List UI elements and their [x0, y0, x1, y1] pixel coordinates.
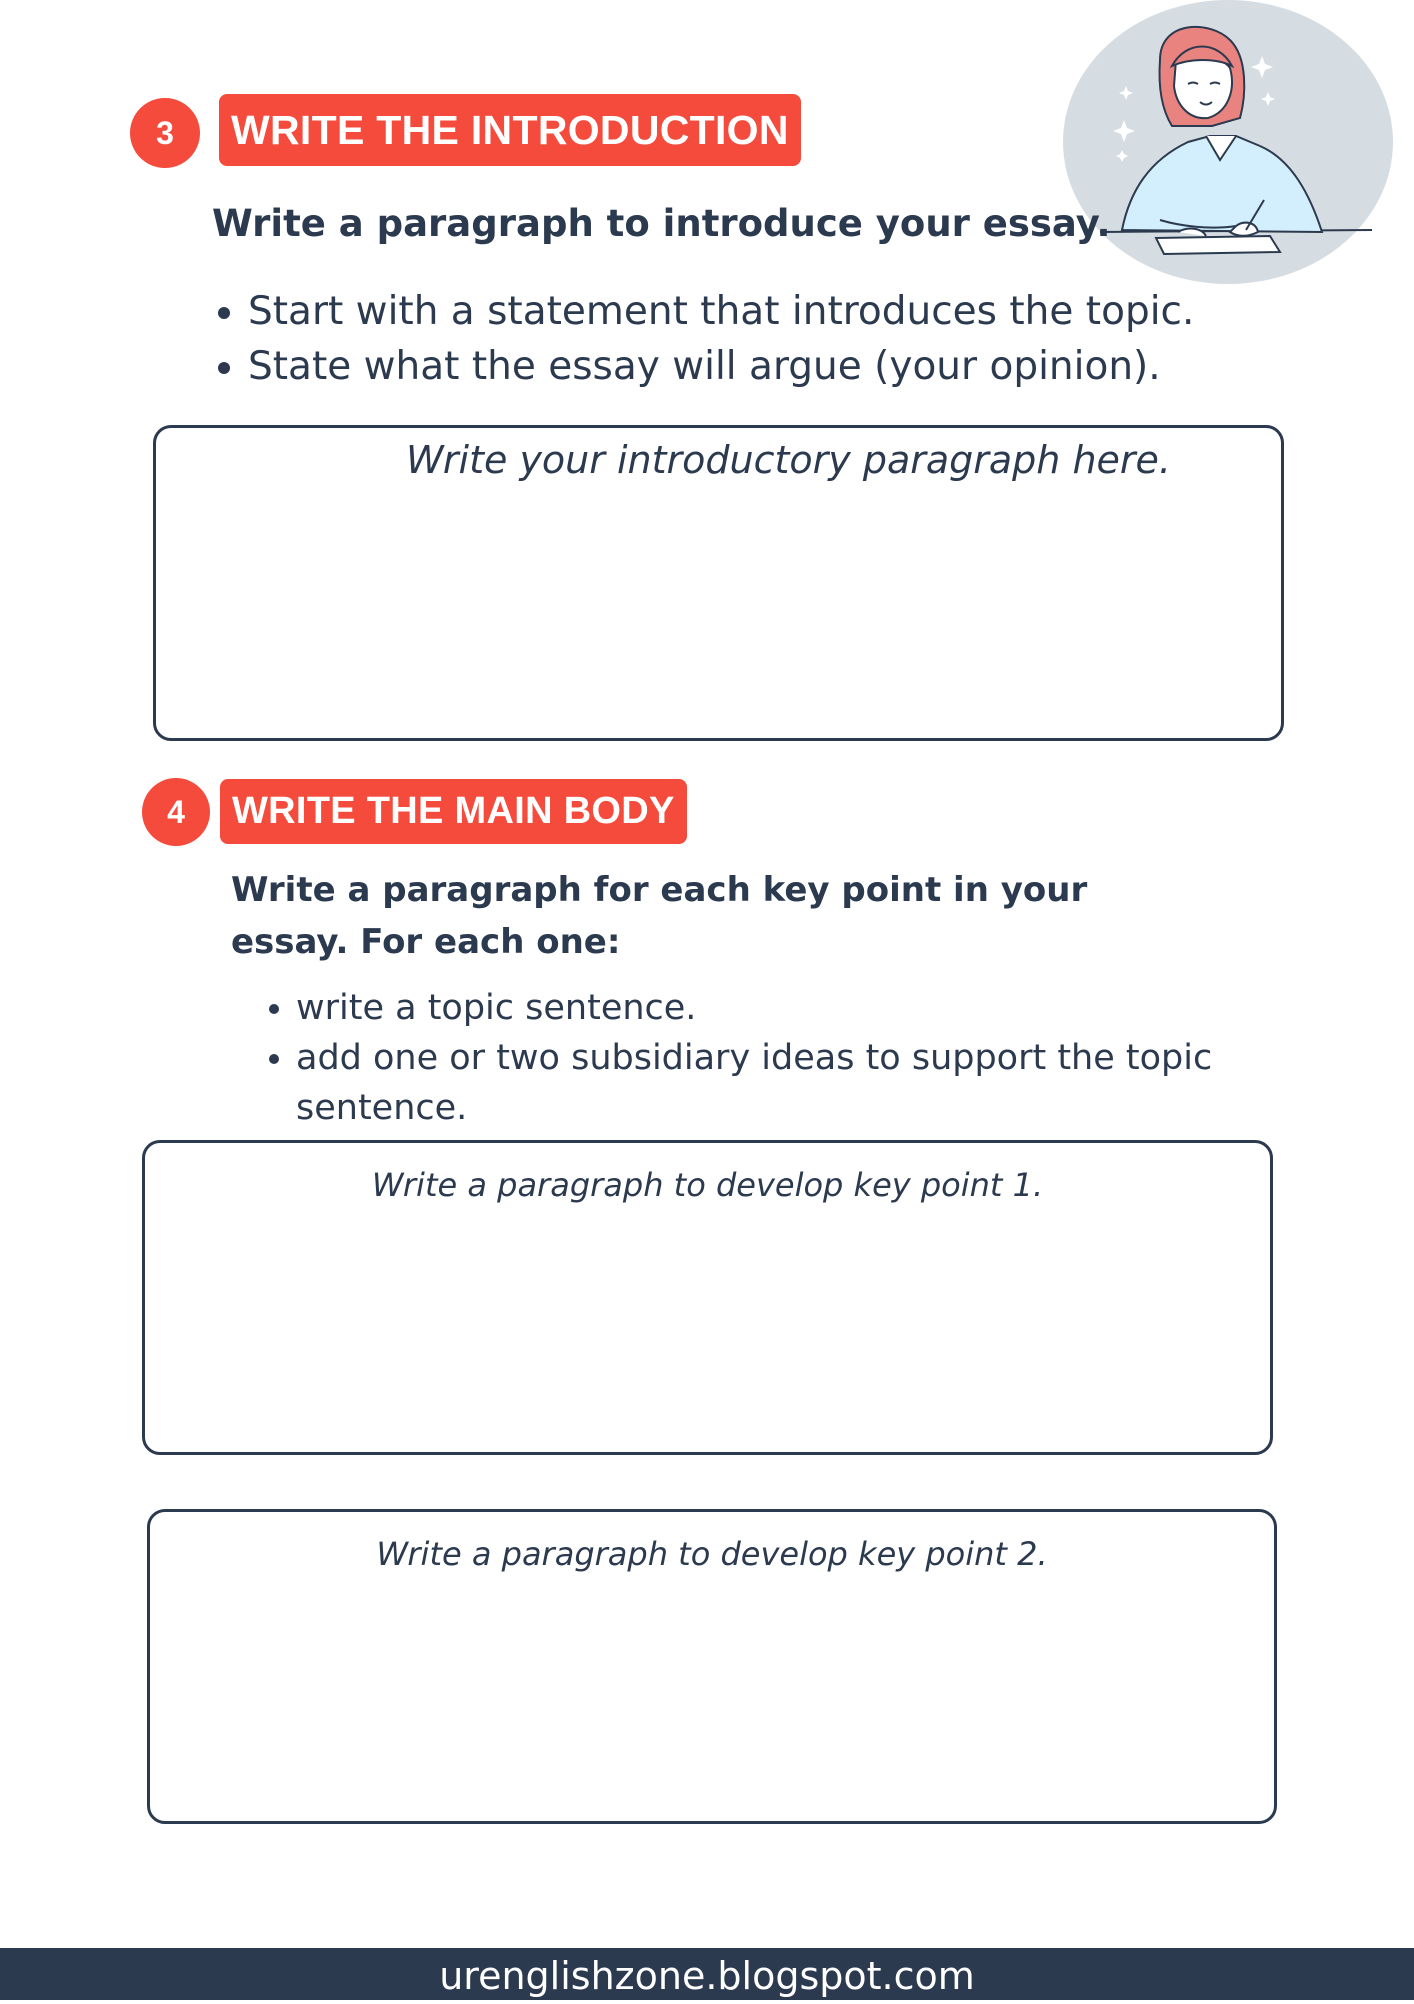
introduction-bullet: • Start with a statement that introduces the topic.: [248, 284, 1194, 339]
step-number-3: 3: [130, 98, 200, 168]
introduction-bullet: • State what the essay will argue (your opinion).: [248, 339, 1194, 394]
section-title-introduction: WRITE THE INTRODUCTION: [219, 94, 801, 166]
key-point-2-box-hint: Write a paragraph to develop key point 2.: [376, 1535, 1048, 1573]
footer-url-link[interactable]: urenglishzone.blogspot.com: [439, 1954, 975, 1998]
introduction-lead: Write a paragraph to introduce your essay.: [212, 202, 1111, 245]
footer-bar: [0, 1948, 1414, 2000]
section-title-main-body: WRITE THE MAIN BODY: [220, 779, 687, 844]
step-number-4: 4: [142, 778, 210, 846]
main-body-bullet: • add one or two subsidiary ideas to support the topic sentence.: [296, 1033, 1256, 1133]
main-body-bullet-list: [260, 983, 1256, 1133]
key-point-1-box-hint: Write a paragraph to develop key point 1.: [371, 1166, 1044, 1204]
introduction-writing-box[interactable]: [153, 425, 1284, 741]
introduction-bullet-list: [212, 284, 1194, 394]
key-point-2-writing-box[interactable]: [147, 1509, 1277, 1824]
main-body-bullet: • write a topic sentence.: [296, 983, 1256, 1033]
main-body-lead: Write a paragraph for each key point in your essay. For each one:: [231, 870, 1088, 962]
key-point-1-writing-box[interactable]: [142, 1140, 1273, 1455]
introduction-box-hint: Write your introductory paragraph here.: [406, 438, 1171, 482]
